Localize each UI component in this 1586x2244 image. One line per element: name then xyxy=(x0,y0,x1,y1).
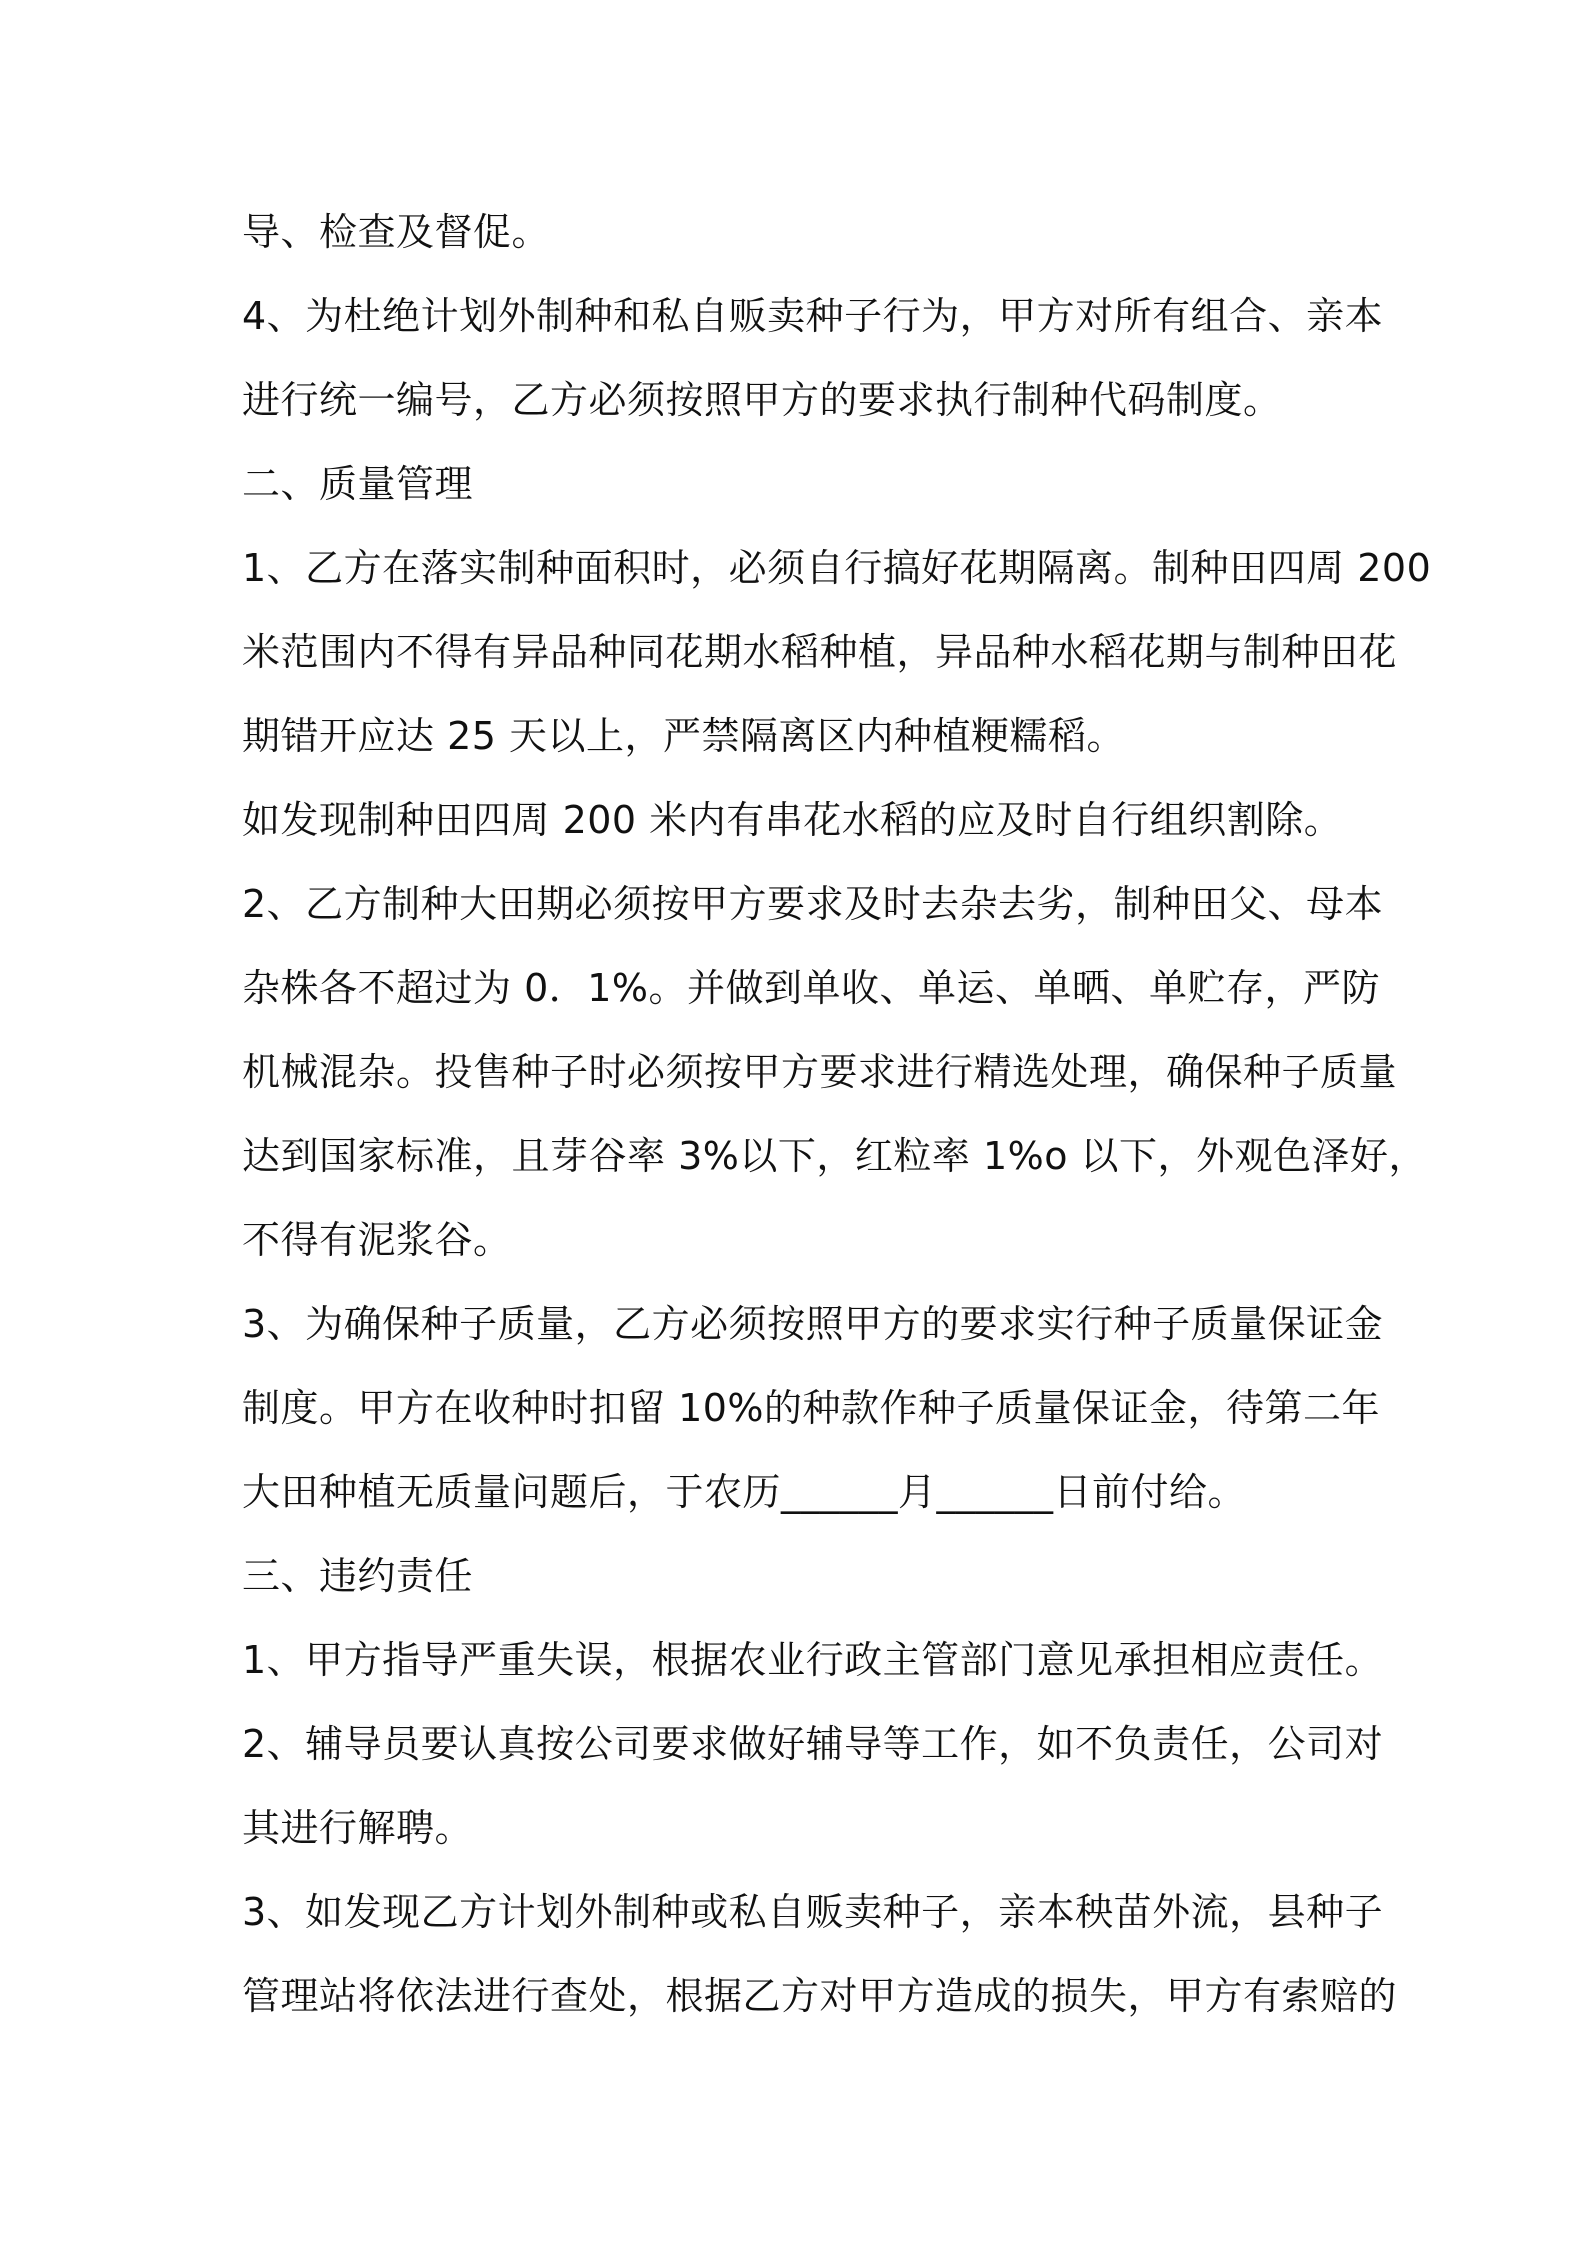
text-line: 2、辅导员要认真按公司要求做好辅导等工作，如不负责任，公司对 xyxy=(242,1722,1384,1766)
text-line: 2、乙方制种大田期必须按甲方要求及时去杂去劣，制种田父、母本 xyxy=(242,882,1384,926)
text-line: 管理站将依法进行查处，根据乙方对甲方造成的损失，甲方有索赔的 xyxy=(242,1974,1398,2018)
text-line: 其进行解聘。 xyxy=(242,1806,474,1850)
text-line: 杂株各不超过为 0．1%。并做到单收、单运、单晒、单贮存，严防 xyxy=(242,966,1381,1010)
text-line: 机械混杂。投售种子时必须按甲方要求进行精选处理，确保种子质量 xyxy=(242,1050,1398,1094)
text-line: 大田种植无质量问题后，于农历______月______日前付给。 xyxy=(242,1470,1247,1514)
text-line: 期错开应达 25 天以上，严禁隔离区内种植粳糯稻。 xyxy=(242,714,1126,758)
text-line: 进行统一编号，乙方必须按照甲方的要求执行制种代码制度。 xyxy=(242,378,1282,422)
text-line: 如发现制种田四周 200 米内有串花水稻的应及时自行组织割除。 xyxy=(242,798,1343,842)
section-heading: 二、质量管理 xyxy=(242,462,474,506)
text-line: 3、如发现乙方计划外制种或私自贩卖种子，亲本秧苗外流，县种子 xyxy=(242,1890,1384,1934)
text-line: 1、甲方指导严重失误，根据农业行政主管部门意见承担相应责任。 xyxy=(242,1638,1384,1682)
text-line: 导、检查及督促。 xyxy=(242,210,551,254)
text-line: 制度。甲方在收种时扣留 10%的种款作种子质量保证金，待第二年 xyxy=(242,1386,1381,1430)
text-line: 不得有泥浆谷。 xyxy=(242,1218,512,1262)
section-heading: 三、违约责任 xyxy=(242,1554,474,1598)
document-body xyxy=(242,190,1432,2038)
text-line: 3、为确保种子质量，乙方必须按照甲方的要求实行种子质量保证金 xyxy=(242,1302,1384,1346)
text-line: 达到国家标准，且芽谷率 3%以下，红粒率 1%o 以下，外观色泽好， xyxy=(242,1134,1428,1178)
text-line: 4、为杜绝计划外制种和私自贩卖种子行为，甲方对所有组合、亲本 xyxy=(242,294,1384,338)
text-line: 米范围内不得有异品种同花期水稻种植，异品种水稻花期与制种田花 xyxy=(242,630,1398,674)
text-line: 1、乙方在落实制种面积时，必须自行搞好花期隔离。制种田四周 200 xyxy=(242,546,1432,590)
